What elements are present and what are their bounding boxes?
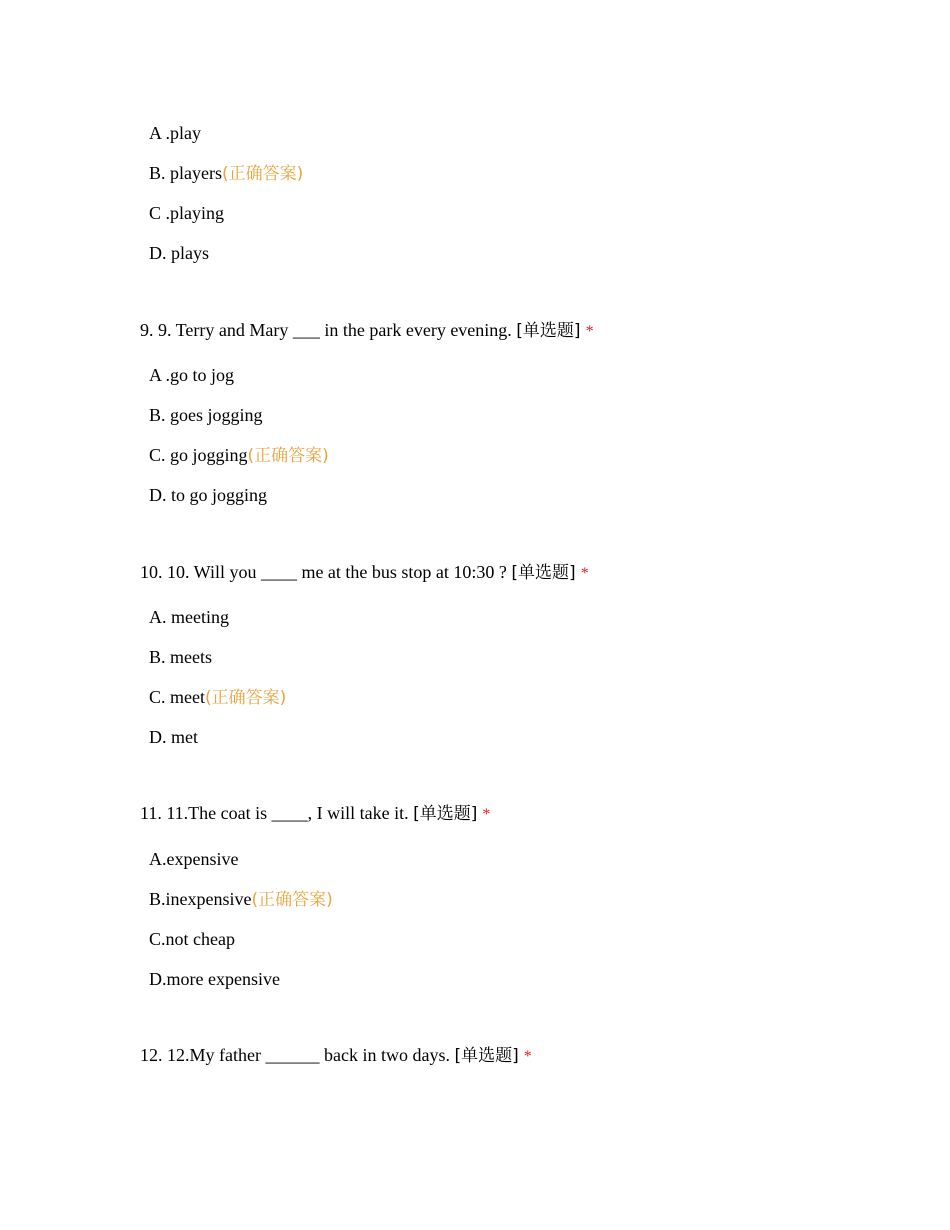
question-type: [单选题] [454,1046,519,1066]
q11-option-b [149,879,333,919]
q11-options [149,839,333,999]
q11-title [140,800,490,828]
q9-title [140,317,594,345]
q9-options [149,355,329,515]
q10-options [149,597,286,757]
option-text: A. meeting [149,607,229,627]
required-star: * [585,323,594,340]
q12-title [140,1042,532,1070]
option-text: A .play [149,123,201,143]
option-text: A.expensive [149,849,239,869]
question-type: [单选题] [511,563,576,583]
question-text: 11.The coat is ____, I will take it. [166,803,414,823]
question-type: [单选题] [413,804,478,824]
q8-option-c [149,193,303,233]
question-number: 11. [140,803,167,823]
option-text: B. goes jogging [149,405,263,425]
question-number: 10. [140,562,167,582]
option-text: B. meets [149,647,212,667]
q8-option-d [149,233,303,273]
option-text: C .playing [149,203,224,223]
question-text: 10. Will you ____ me at the bus stop at 10:30 ? [167,562,512,582]
option-text: B.inexpensive [149,889,252,909]
q8-option-b [149,153,303,193]
q9-option-c [149,435,329,475]
q8-option-a [149,113,303,153]
question-text: 12.My father ______ back in two days. [167,1045,455,1065]
q8-options [149,113,303,273]
q9-option-d [149,475,329,515]
question-text: 9. Terry and Mary ___ in the park every evening. [158,320,517,340]
required-star: * [580,565,589,582]
option-text: C. go jogging [149,445,248,465]
q9-option-a [149,355,329,395]
required-star: * [523,1048,532,1065]
correct-answer-mark: (正确答案) [247,446,329,466]
q11-option-a [149,839,333,879]
option-text: D. to go jogging [149,485,268,505]
q11-option-c [149,919,333,959]
correct-answer-mark: (正确答案) [221,164,304,184]
question-number: 12. [140,1045,167,1065]
option-text: C.not cheap [149,929,235,949]
option-text: D.more expensive [149,969,280,989]
q10-option-a [149,597,286,637]
required-star: * [482,806,491,823]
correct-answer-mark: (正确答案) [205,688,287,708]
option-text: D. met [149,727,198,747]
q10-option-d [149,717,286,757]
option-text: B. players [149,163,222,183]
option-text: C. meet [149,687,205,707]
question-number: 9. [140,320,158,340]
option-text: A .go to jog [149,365,235,385]
correct-answer-mark: (正确答案) [251,890,333,910]
q10-title [140,559,589,587]
question-type: [单选题] [516,321,581,341]
q10-option-b [149,637,286,677]
q9-option-b [149,395,329,435]
q10-option-c [149,677,286,717]
option-text: D. plays [149,243,209,263]
q11-option-d [149,959,333,999]
